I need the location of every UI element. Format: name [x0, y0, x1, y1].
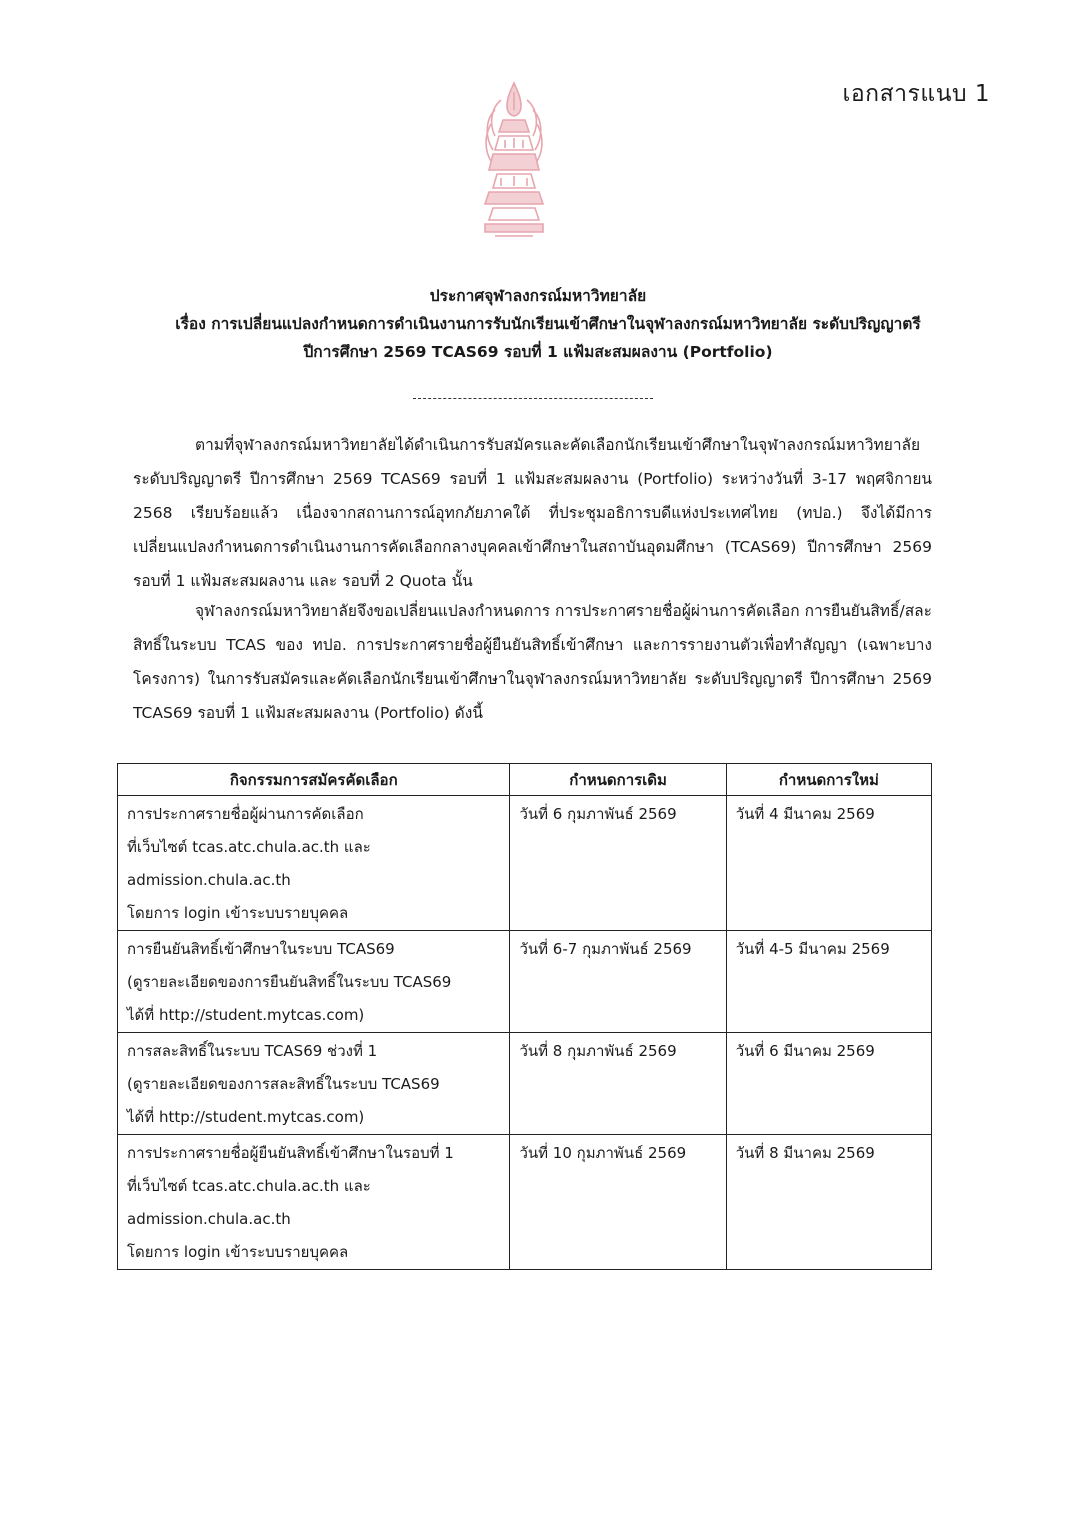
announcement-title: ประกาศจุฬาลงกรณ์มหาวิทยาลัย [429, 287, 647, 305]
new-date-cell: วันที่ 8 มีนาคม 2569 [726, 1135, 931, 1270]
activity-cell [118, 796, 510, 931]
activity-line: การประกาศรายชื่อผู้ผ่านการคัดเลือก [127, 805, 364, 823]
attachment-label: เอกสารแนบ 1 [842, 81, 990, 107]
activity-cell [118, 931, 510, 1033]
announcement-header [0, 282, 1076, 366]
table-row [118, 931, 932, 1033]
original-date-cell: วันที่ 6-7 กุมภาพันธ์ 2569 [510, 931, 726, 1033]
new-date-cell: วันที่ 4-5 มีนาคม 2569 [726, 931, 931, 1033]
activity-line: การยืนยันสิทธิ์เข้าศึกษาในระบบ TCAS69 [127, 940, 395, 958]
activity-line: ได้ที่ http://student.mytcas.com) [127, 1108, 365, 1126]
table-row [118, 1135, 932, 1270]
activity-cell [118, 1135, 510, 1270]
table-row [118, 796, 932, 931]
activity-line: โดยการ login เข้าระบบรายบุคคล [127, 1243, 349, 1261]
new-date-cell: วันที่ 4 มีนาคม 2569 [726, 796, 931, 931]
announcement-subject-line2: ปีการศึกษา 2569 TCAS69 รอบที่ 1 แฟ้มสะสมผลงาน (Portfolio) [303, 343, 773, 361]
activity-line: admission.chula.ac.th [127, 1210, 291, 1228]
new-date-cell: วันที่ 6 มีนาคม 2569 [726, 1033, 931, 1135]
header-activity: กิจกรรมการสมัครคัดเลือก [118, 764, 510, 796]
activity-line: (ดูรายละเอียดของการสละสิทธิ์ในระบบ TCAS69 [127, 1075, 440, 1093]
table-row [118, 1033, 932, 1135]
paragraph-announcement: จุฬาลงกรณ์มหาวิทยาลัยจึงขอเปลี่ยนแปลงกำหนดการ การประกาศรายชื่อผู้ผ่านการคัดเลือก การยืนยันสิทธิ์/สละสิทธิ์ในระบบ TCAS ของ ทปอ. การประกาศรายชื่อผู้ยืนยันสิทธิ์เข้าศึกษา และการรายงานตัวเพื่อทำสัญญา (เฉพาะบางโครงการ) ในการรับสมัครและคัดเลือกนักเรียนเข้าศึกษาในจุฬาลงกรณ์มหาวิทยาลัย ระดับปริญญาตรี ปีการศึกษา 2569 TCAS69 รอบที่ 1 แฟ้มสะสมผลงาน (Portfolio) ดังนี้ [133, 602, 932, 722]
original-date-cell: วันที่ 10 กุมภาพันธ์ 2569 [510, 1135, 726, 1270]
schedule-table [117, 763, 932, 1270]
activity-cell [118, 1033, 510, 1135]
activity-line: ที่เว็บไซต์ tcas.atc.chula.ac.th และ [127, 838, 371, 856]
header-new-schedule: กำหนดการใหม่ [726, 764, 931, 796]
activity-line: (ดูรายละเอียดของการยืนยันสิทธิ์ในระบบ TCAS69 [127, 973, 452, 991]
paragraph-background: ตามที่จุฬาลงกรณ์มหาวิทยาลัยได้ดำเนินการรับสมัครและคัดเลือกนักเรียนเข้าศึกษาในจุฬาลงกรณ์มหาวิทยาลัย ระดับปริญญาตรี ปีการศึกษา 2569 TCAS69 รอบที่ 1 แฟ้มสะสมผลงาน (Portfolio) ระหว่างวันที่ 3-17 พฤศจิกายน 2568 เรียบร้อยแล้ว เนื่องจากสถานการณ์อุทกภัยภาคใต้ ที่ประชุมอธิการบดีแห่งประเทศไทย (ทปอ.) จึงได้มีการเปลี่ยนแปลงกำหนดการดำเนินงานการคัดเลือกกลางบุคคลเข้าศึกษาในสถาบันอุดมศึกษา (TCAS69) ปีการศึกษา 2569 รอบที่ 1 แฟ้มสะสมผลงาน และ รอบที่ 2 Quota นั้น [133, 436, 932, 590]
chula-seal-logo [481, 80, 547, 240]
dashed-divider [413, 398, 653, 399]
activity-line: การประกาศรายชื่อผู้ยืนยันสิทธิ์เข้าศึกษาในรอบที่ 1 [127, 1144, 454, 1162]
header-original-schedule: กำหนดการเดิม [510, 764, 726, 796]
original-date-cell: วันที่ 8 กุมภาพันธ์ 2569 [510, 1033, 726, 1135]
activity-line: โดยการ login เข้าระบบรายบุคคล [127, 904, 349, 922]
activity-line: การสละสิทธิ์ในระบบ TCAS69 ช่วงที่ 1 [127, 1042, 378, 1060]
activity-line: admission.chula.ac.th [127, 871, 291, 889]
activity-line: ที่เว็บไซต์ tcas.atc.chula.ac.th และ [127, 1177, 371, 1195]
activity-line: ได้ที่ http://student.mytcas.com) [127, 1006, 365, 1024]
original-date-cell: วันที่ 6 กุมภาพันธ์ 2569 [510, 796, 726, 931]
table-header-row [118, 764, 932, 796]
announcement-subject: เรื่อง การเปลี่ยนแปลงกำหนดการดำเนินงานการรับนักเรียนเข้าศึกษาในจุฬาลงกรณ์มหาวิทยาลัย ระดับปริญญาตรี [175, 315, 921, 333]
